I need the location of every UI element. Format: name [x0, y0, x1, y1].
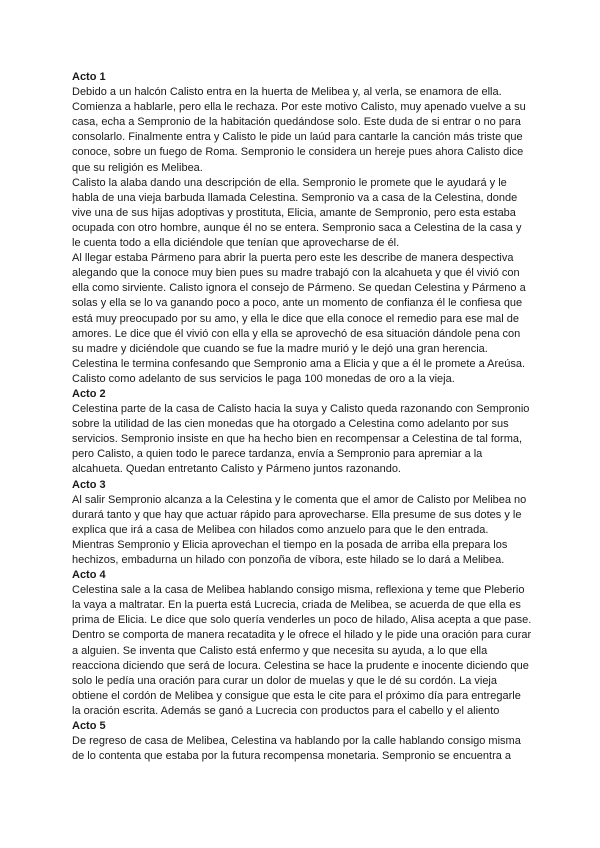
act-1-paragraph-1: Debido a un halcón Calisto entra en la huerta de Melibea y, al verla, se enamora de ella. Comienza a hablarle, pero ella le rechaza. Por este motivo Calisto, muy apenado vuelve a su casa, echa a Sempronio de la habitación quedándose solo. Este duda de si entrar o no para consolarlo. Finalmente entra y Calisto le pide un laúd para cantarle la canción más triste que conoce, sobre un fuego de Roma. Sempronio le considera un hereje pues ahora Calisto dice que su religión es Melibea.: [72, 86, 526, 174]
act-5-heading: Acto 5: [72, 720, 106, 733]
act-4-section: [72, 568, 532, 719]
act-3-paragraph-1: Al salir Sempronio alcanza a la Celestina y le comenta que el amor de Calisto por Melibea no durará tanto y que hay que actuar rápido para aprovecharse. Ella presume de sus dotes y le explica que irá a casa de Melibea con hilados como anzuelo para que le den entrada. Mientras Sempronio y Elicia aprovechan el tiempo en la posada de arriba ella prepara los hechizos, embadurna un hilado con ponzoña de víbora, este hilado se lo dará a Melibea.: [72, 493, 527, 566]
act-3-heading: Acto 3: [72, 478, 106, 491]
act-4-paragraph-1: Celestina sale a la casa de Melibea hablando consigo misma, reflexiona y teme que Pleberio la vaya a maltratar. En la puerta está Lucrecia, criada de Melibea, se acuerda de que ella es prima de Elicia. Le dice que solo quería venderles un poco de hilado, Alisa acepta a que pase. Dentro se comporta de manera recatadita y le ofrece el hilado y le pide una oración para curar a alguien. Se inventa que Calisto está enfermo y que necesita su ayuda, a lo que ella reacciona diciendo que será de locura. Celestina se hace la prudente e inocente diciendo que solo le pedía una oración para curar un dolor de muelas y que le dé su cordón. La vieja obtiene el cordón de Melibea y consigue que esta le cite para el próximo día para entregarle la oración escrita. Además se ganó a Lucrecia con productos para el cabello y el aliento: [72, 584, 532, 717]
act-2-section: [72, 387, 532, 478]
act-2-paragraph-1: Celestina parte de la casa de Calisto hacia la suya y Calisto queda razonando con Sempronio sobre la utilidad de las cien monedas que ha otorgado a Celestina como adelanto por sus servicios. Sempronio insiste en que ha hecho bien en recompensar a Celestina de tal forma, pero Calisto, a quien todo le parece tardanza, envía a Sempronio para apremiar a la alcahueta. Quedan entretanto Calisto y Pármeno juntos razonando.: [72, 403, 530, 476]
act-3-section: [72, 478, 532, 569]
act-2-heading: Acto 2: [72, 387, 106, 400]
document-page: [72, 70, 532, 764]
act-4-heading: Acto 4: [72, 569, 106, 582]
act-5-paragraph-1: De regreso de casa de Melibea, Celestina va hablando por la calle hablando consigo misma de lo contenta que estaba por la futura recompensa monetaria. Sempronio se encuentra a: [72, 735, 521, 763]
act-1-paragraph-3: Al llegar estaba Pármeno para abrir la puerta pero este les describe de manera despectiva alegando que la conoce muy bien pues su madre trabajó con la alcahueta y que él vivió con ella como sirviente. Calisto ignora el consejo de Pármeno. Se quedan Celestina y Pármeno a solas y ella se lo va ganando poco a poco, ante un momento de confianza él le confiesa que está muy preocupado por su amo, y ella le dice que ella conoce el remedio para ese mal de amores. Le dice que él vivió con ella y ella se aprovechó de esa situación dándole pena con su madre y diciéndole que cuando se fue la madre murió y le dejó una gran herencia. Celestina le termina confesando que Sempronio ama a Elicia y que a él le promete a Areúsa.: [72, 252, 526, 370]
act-1-paragraph-4: Calisto como adelanto de sus servicios le paga 100 monedas de oro a la vieja.: [72, 372, 455, 385]
act-1-paragraph-2: Calisto la alaba dando una descripción de ella. Sempronio le promete que le ayudará y le habla de una vieja barbuda llamada Celestina. Sempronio va a casa de la Celestina, donde vive una de sus hijas adoptivas y prostituta, Elicia, amante de Sempronio, pero esta estaba ocupada con otro hombre, aunque él no se entera. Sempronio saca a Celestina de la casa y le cuenta todo a ella diciéndole que tenían que aprovecharse de él.: [72, 176, 522, 250]
act-5-section: [72, 719, 532, 764]
act-1-section: [72, 70, 532, 387]
act-1-heading: Acto 1: [72, 71, 106, 83]
